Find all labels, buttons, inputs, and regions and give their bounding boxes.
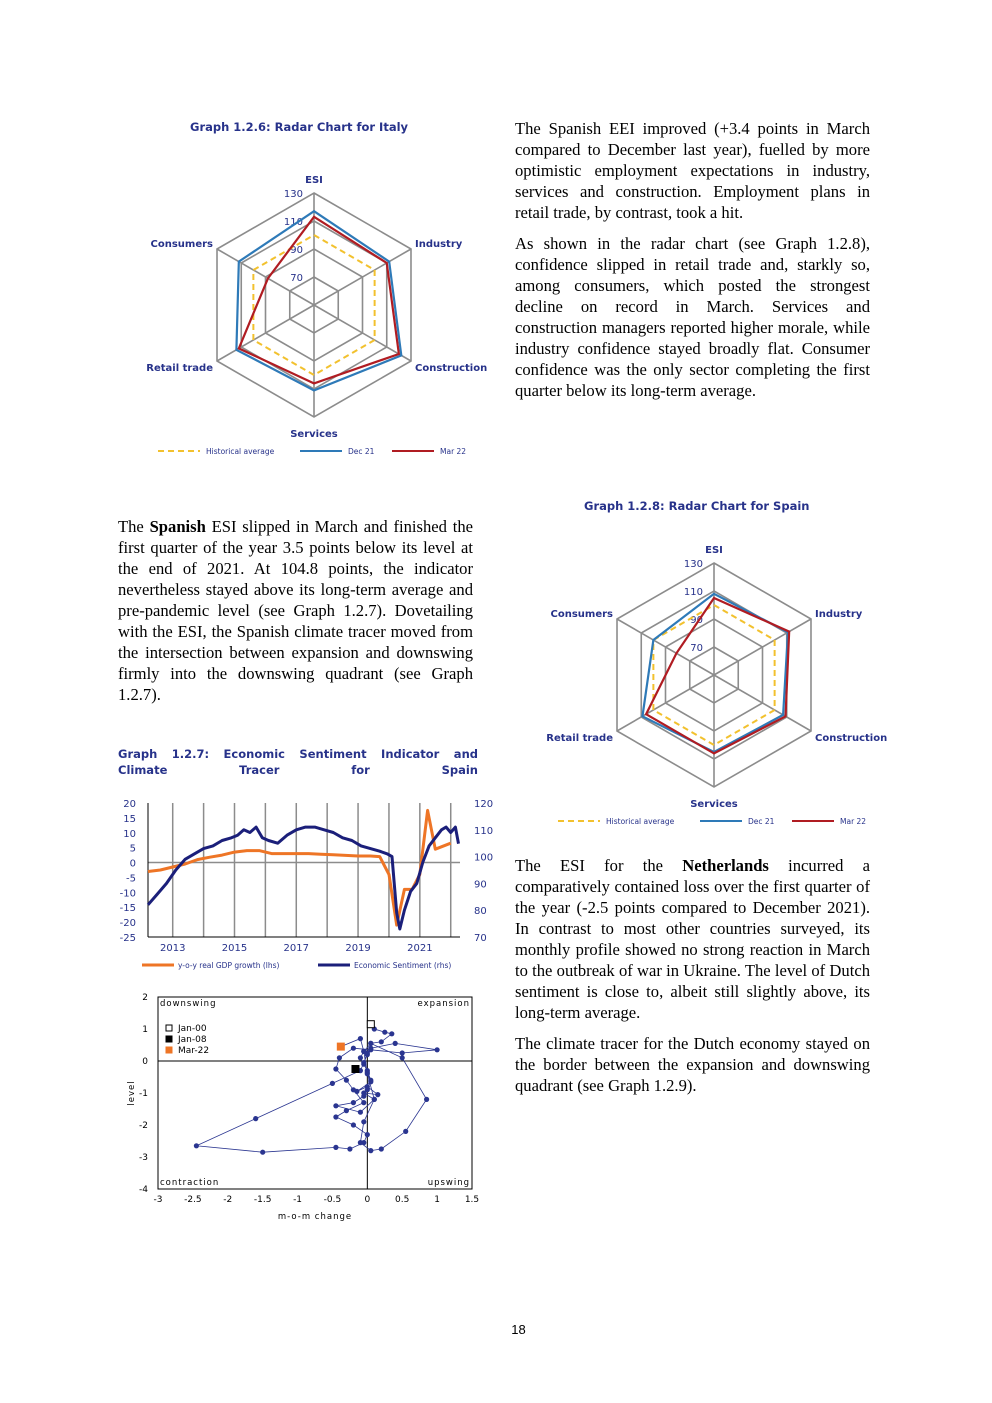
tracer-x-tick: 0.5 — [395, 1195, 410, 1205]
spain-legend-label: Dec 21 — [748, 817, 775, 826]
graph-1-2-8-caption: Graph 1.2.8: Radar Chart for Spain — [584, 499, 810, 513]
tracer-marker-mar-22 — [337, 1043, 344, 1050]
esi-right-tick: 110 — [474, 825, 494, 837]
spain-bold: Spanish — [149, 517, 206, 536]
italy-ring-label: 110 — [283, 217, 303, 228]
esi-legend-label: y-o-y real GDP growth (lhs) — [178, 961, 280, 970]
netherlands-bold: Netherlands — [682, 856, 769, 875]
tracer-y-tick: -3 — [139, 1153, 148, 1163]
tracer-point — [361, 1100, 366, 1105]
esi-x-tick: 2013 — [159, 943, 186, 954]
tracer-quadrant-contraction: contraction — [160, 1178, 220, 1188]
tracer-x-tick: -0.5 — [323, 1195, 342, 1205]
tracer-point — [368, 1148, 373, 1153]
tracer-point — [379, 1146, 384, 1151]
radar-paragraph: As shown in the radar chart (see Graph 1.2.8), confidence slipped in retail trade and, starkly so, among consumers, which posted the strongest decline on record in March. Services and construction managers reported higher morale, while industry confidence stayed broadly flat. Consumer confidence was the only sector completing the first quarter below its long-term average. — [515, 234, 870, 400]
tracer-point — [260, 1150, 265, 1155]
economic-sentiment-line — [148, 827, 459, 929]
spain-ring-label: 110 — [683, 587, 703, 598]
tracer-point — [333, 1066, 338, 1071]
tracer-y-tick: 0 — [142, 1057, 148, 1067]
tracer-x-label: m-o-m change — [277, 1212, 353, 1222]
italy-ring-label: 90 — [290, 245, 303, 256]
netherlands-paragraph-1: The ESI for the Netherlands incurred a comparatively contained loss over the first quarter of the year (-2.5 points compared to December 2021). In contrast to most other countries surveyed, its monthly profile showed no strong reaction in March to the outbreak of war in Ukraine. The level of Dutch sentiment is close to, albeit still slightly above, its long-term average. — [515, 856, 870, 1022]
tracer-marker-jan-08 — [352, 1066, 359, 1073]
esi-x-tick: 2015 — [221, 943, 248, 954]
tracer-point — [337, 1055, 342, 1060]
tracer-point — [403, 1129, 408, 1134]
tracer-point — [358, 1036, 363, 1041]
italy-ring-label: 130 — [283, 189, 303, 200]
tracer-x-tick: -1 — [293, 1195, 303, 1205]
tracer-point — [361, 1090, 366, 1095]
tracer-point — [365, 1084, 370, 1089]
tracer-legend-label: Mar-22 — [178, 1046, 210, 1056]
esi-x-tick: 2019 — [345, 943, 371, 954]
tracer-quadrant-expansion: expansion — [417, 999, 470, 1009]
italy-axis-label-services: Services — [290, 429, 338, 440]
tracer-y-tick: -4 — [139, 1185, 148, 1195]
esi-left-tick: 10 — [123, 828, 136, 840]
tracer-y-tick: -2 — [139, 1121, 148, 1131]
italy-legend-label: Mar 22 — [440, 447, 467, 456]
spain-legend-label: Historical average — [606, 817, 675, 826]
tracer-point — [368, 1041, 373, 1046]
tracer-point — [347, 1146, 352, 1151]
tracer-x-tick: -2.5 — [184, 1195, 202, 1205]
esi-left-tick: 5 — [129, 843, 136, 855]
esi-x-tick: 2021 — [407, 943, 433, 954]
page-number: 18 — [511, 1322, 526, 1337]
tracer-point — [344, 1108, 349, 1113]
graph-1-2-7-caption: Graph 1.2.7: Economic Sentiment Indicator and Climate Tracer for Spain — [118, 747, 478, 777]
esi-left-tick: -5 — [126, 873, 136, 885]
tracer-x-tick: -2 — [223, 1195, 233, 1205]
eei-paragraph: The Spanish EEI improved (+3.4 points in March compared to December last year), fuelled by more optimistic employment expectations in industry, services and construction. Employment plans in retail trade, by contrast, took a hit. — [515, 119, 870, 222]
esi-right-tick: 90 — [474, 879, 487, 891]
tracer-point — [365, 1132, 370, 1137]
tracer-x-tick: 0 — [364, 1195, 371, 1205]
tracer-point — [375, 1092, 380, 1097]
italy-axis-label-consumers: Consumers — [150, 239, 214, 250]
tracer-legend-label: Jan-08 — [178, 1035, 207, 1045]
tracer-point — [344, 1078, 349, 1083]
esi-line-chart-spain — [110, 795, 495, 975]
spain-paragraph: The Spanish ESI slipped in March and finished the first quarter of the year 3.5 points below its level at the end of 2021. At 104.8 points, the indicator nevertheless stayed above its long-term average and pre-pandemic level (see Graph 1.2.7). Dovetailing with the ESI, the Spanish climate tracer moved from the intersection between expansion and downswing firmly into the downswing quadrant (see Graph 1.2.7). — [118, 517, 473, 704]
tracer-point — [368, 1047, 373, 1052]
spain-axis-label-retail-trade: Retail trade — [546, 733, 614, 744]
esi-right-tick: 80 — [474, 906, 487, 918]
netherlands-paragraph-2: The climate tracer for the Dutch economy stayed on the border between the expansion and downswing quadrant (see Graph 1.2.9). — [515, 1034, 870, 1095]
esi-left-tick: -25 — [119, 933, 136, 944]
tracer-point — [330, 1081, 335, 1086]
italy-legend-label: Historical average — [206, 447, 275, 456]
esi-left-tick: -20 — [119, 918, 136, 930]
tracer-legend-swatch — [166, 1025, 172, 1031]
italy-ring-label: 70 — [290, 273, 303, 284]
italy-legend-label: Dec 21 — [348, 447, 375, 456]
tracer-point — [393, 1041, 398, 1046]
spain-ring-label: 130 — [683, 559, 703, 570]
esi-right-tick: 120 — [474, 799, 494, 810]
tracer-quadrant-upswing: upswing — [427, 1178, 470, 1188]
tracer-point — [358, 1110, 363, 1115]
italy-axis-label-esi: ESI — [305, 175, 323, 186]
tracer-point — [358, 1140, 363, 1145]
tracer-point — [333, 1114, 338, 1119]
tracer-point — [194, 1143, 199, 1148]
spain-ring-label: 70 — [690, 643, 703, 654]
tracer-y-label: level — [127, 1080, 137, 1106]
tracer-quadrant-downswing: downswing — [160, 999, 217, 1009]
radar-chart-spain — [540, 540, 890, 840]
esi-left-tick: -10 — [119, 888, 136, 900]
tracer-point — [351, 1122, 356, 1127]
tracer-point — [424, 1097, 429, 1102]
tracer-point — [351, 1087, 356, 1092]
tracer-y-tick: 1 — [142, 1025, 148, 1035]
tracer-y-tick: -1 — [139, 1089, 148, 1099]
tracer-point — [351, 1100, 356, 1105]
esi-left-tick: 15 — [123, 813, 136, 825]
tracer-x-tick: -3 — [153, 1195, 163, 1205]
esi-x-tick: 2017 — [283, 943, 310, 954]
tracer-legend-swatch — [166, 1047, 172, 1053]
tracer-point — [435, 1047, 440, 1052]
tracer-point — [333, 1145, 338, 1150]
tracer-point — [400, 1050, 405, 1055]
tracer-point — [365, 1071, 370, 1076]
tracer-point — [361, 1049, 366, 1054]
esi-right-tick: 100 — [474, 852, 494, 864]
radar-chart-italy — [140, 170, 490, 470]
tracer-point — [379, 1039, 384, 1044]
tracer-point — [361, 1060, 366, 1065]
tracer-x-tick: 1.5 — [464, 1195, 480, 1205]
tracer-x-tick: 1 — [434, 1195, 440, 1205]
italy-axis-label-retail-trade: Retail trade — [146, 363, 214, 374]
italy-axis-label-industry: Industry — [414, 239, 463, 250]
tracer-legend-swatch — [166, 1036, 172, 1042]
tracer-point — [389, 1031, 394, 1036]
tracer-point — [372, 1097, 377, 1102]
italy-axis-label-construction: Construction — [414, 363, 488, 374]
tracer-point — [358, 1055, 363, 1060]
esi-legend-label: Economic Sentiment (rhs) — [354, 961, 452, 970]
tracer-x-tick: -1.5 — [253, 1195, 272, 1205]
spain-axis-label-consumers: Consumers — [550, 609, 614, 620]
spain-esi-text — [118, 516, 473, 715]
netherlands-text — [515, 855, 870, 1106]
esi-left-tick: 20 — [123, 799, 136, 810]
tracer-point — [382, 1030, 387, 1035]
tracer-point — [253, 1116, 258, 1121]
esi-left-tick: 0 — [129, 858, 136, 870]
tracer-point — [400, 1055, 405, 1060]
spain-ring-label: 90 — [690, 615, 703, 626]
tracer-point — [361, 1119, 366, 1124]
spain-axis-label-industry: Industry — [814, 609, 863, 620]
tracer-y-tick: 2 — [142, 993, 148, 1003]
tracer-point — [351, 1046, 356, 1051]
esi-left-tick: -15 — [119, 903, 136, 915]
graph-1-2-6-caption: Graph 1.2.6: Radar Chart for Italy — [190, 120, 409, 134]
spain-axis-label-services: Services — [690, 799, 738, 810]
tracer-point — [368, 1079, 373, 1084]
spain-axis-label-construction: Construction — [814, 733, 888, 744]
tracer-point — [333, 1103, 338, 1108]
tracer-legend-label: Jan-00 — [178, 1024, 207, 1034]
esi-right-tick: 70 — [474, 933, 487, 944]
spain-legend-label: Mar 22 — [840, 817, 867, 826]
tracer-marker-jan-00 — [367, 1021, 374, 1028]
spain-axis-label-esi: ESI — [705, 545, 723, 556]
right-text-top — [515, 118, 870, 411]
tracer-path — [196, 1024, 437, 1152]
climate-tracer-spain — [110, 985, 495, 1230]
